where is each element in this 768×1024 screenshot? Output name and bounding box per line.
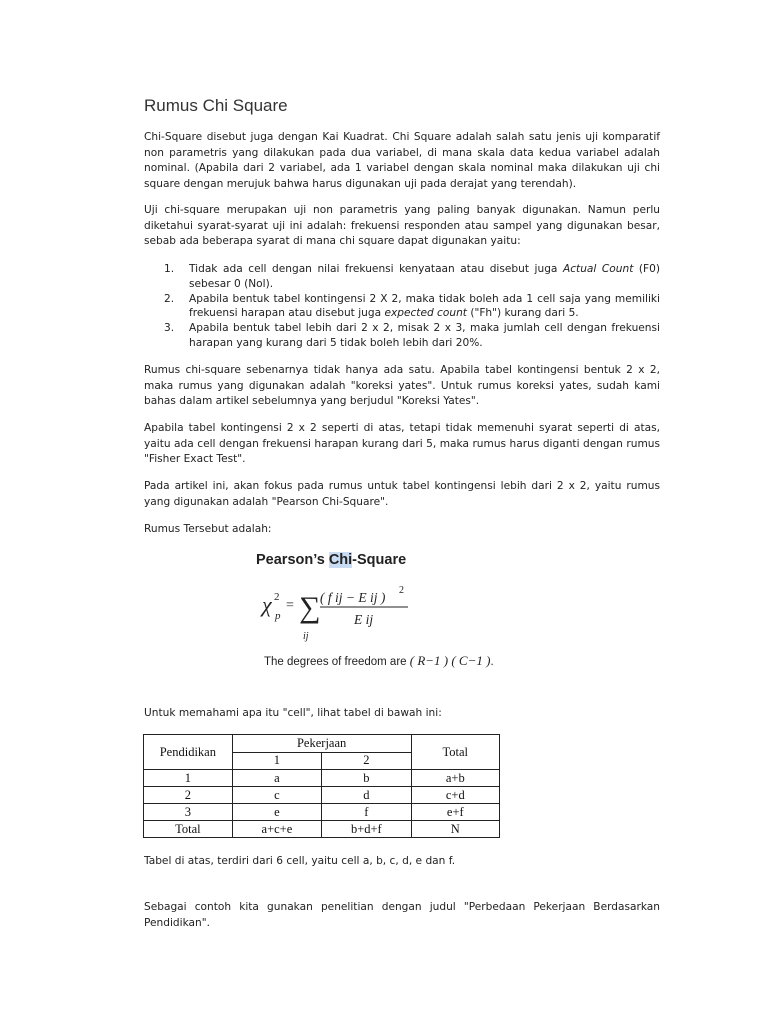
table-cell: c bbox=[232, 787, 321, 804]
degrees-of-freedom: The degrees of freedom are ( R−1 ) ( C−1 ). bbox=[264, 653, 494, 668]
list-item-text: Tidak ada cell dengan nilai frekuensi kenyataan atau disebut juga bbox=[189, 263, 563, 275]
list-item bbox=[144, 262, 660, 291]
table-cell: b bbox=[322, 770, 411, 787]
list-item bbox=[144, 321, 660, 350]
requirements-list bbox=[144, 262, 660, 351]
paragraph-definition: Chi-Square disebut juga dengan Kai Kuadrat. Chi Square adalah salah satu jenis uji komparatif non parametris yang dilakukan pada dua variabel, di mana skala data kedua variabel adalah nominal. (Apabila dari 2 variabel, ada 1 variabel dengan skala nominal maka dilakukan uji chi square dengan merujuk bahwa harus digunakan uji pada derajat yang terendah). bbox=[144, 131, 660, 190]
chi-symbol: χ bbox=[262, 592, 272, 617]
formula-denominator: E ij bbox=[354, 612, 374, 627]
table-cell: a+c+e bbox=[232, 821, 321, 838]
table-header-row bbox=[144, 735, 500, 753]
contingency-table bbox=[143, 734, 500, 838]
highlighted-text: Chi bbox=[328, 552, 353, 568]
subheader-cell: 1 bbox=[232, 752, 321, 770]
table-cell: 2 bbox=[144, 787, 233, 804]
chi-exponent: 2 bbox=[274, 591, 280, 603]
chi-subscript: p bbox=[275, 610, 281, 622]
page-title: Rumus Chi Square bbox=[144, 96, 288, 115]
paragraph-cell-count: Tabel di atas, terdiri dari 6 cell, yaitu cell a, b, c, d, e dan f. bbox=[144, 855, 456, 867]
header-pendidikan: Pendidikan bbox=[144, 735, 233, 770]
equals-sign: = bbox=[286, 598, 294, 613]
list-item bbox=[144, 292, 660, 321]
paragraph-formula-intro: Rumus Tersebut adalah: bbox=[144, 523, 272, 535]
table-cell: e bbox=[232, 804, 321, 821]
table-row bbox=[144, 821, 500, 838]
paragraph-requirements-intro: Uji chi-square merupakan uji non parametris yang paling banyak digunakan. Namun perlu diketahui syarat-syarat uji ini adalah: frekuensi responden atau sampel yang digunakan besar, sebab ada beberapa syarat di mana chi square dapat digunakan yaitu: bbox=[144, 204, 660, 248]
header-total: Total bbox=[411, 735, 499, 770]
table-cell: c+d bbox=[411, 787, 499, 804]
table-row bbox=[144, 787, 500, 804]
list-item-text: ("Fh") kurang dari 5. bbox=[466, 307, 579, 320]
list-item-emphasis: expected count bbox=[384, 307, 467, 320]
numerator-exponent: 2 bbox=[399, 585, 404, 596]
subheader-cell: 2 bbox=[322, 752, 411, 770]
list-item-emphasis: Actual Count bbox=[562, 263, 634, 275]
list-item-number: 1. bbox=[164, 263, 175, 275]
list-item-text: (F0) sebesar 0 (Nol). bbox=[189, 263, 661, 290]
pearson-formula bbox=[256, 552, 576, 672]
table-cell: 1 bbox=[144, 770, 233, 787]
table-row bbox=[144, 804, 500, 821]
formula-equation bbox=[256, 552, 576, 652]
sigma-subscript: ij bbox=[303, 631, 309, 642]
formula-title: Pearson’s Chi-Square bbox=[256, 552, 407, 568]
paragraph-fisher: Apabila tabel kontingensi 2 x 2 seperti di atas, tetapi tidak memenuhi syarat seperti di atas, yaitu ada cell dengan frekuensi harapan kurang dari 5, maka rumus harus diganti dengan rumus "Fisher Exact Test". bbox=[144, 422, 660, 466]
table-cell: a+b bbox=[411, 770, 499, 787]
list-item-text: Apabila bentuk tabel kontingensi 2 X 2, maka tidak boleh ada 1 cell saja yang memiliki frekuensi harapan atau disebut juga bbox=[189, 292, 660, 320]
paragraph-cell-intro: Untuk memahami apa itu "cell", lihat tabel di bawah ini: bbox=[144, 707, 442, 719]
table-row bbox=[144, 770, 500, 787]
paragraph-example: Sebagai contoh kita gunakan penelitian dengan judul "Perbedaan Pekerjaan Berdasarkan Pendidikan". bbox=[144, 901, 660, 929]
list-item-number: 3. bbox=[164, 322, 175, 335]
table-cell: e+f bbox=[411, 804, 499, 821]
list-item-text: Apabila bentuk tabel lebih dari 2 x 2, misak 2 x 3, maka jumlah cell dengan frekuensi harapan yang kurang dari 5 tidak boleh lebih dari 20%. bbox=[189, 322, 660, 349]
paragraph-pearson: Pada artikel ini, akan fokus pada rumus untuk tabel kontingensi lebih dari 2 x 2, yaitu rumus yang digunakan adalah "Pearson Chi-Square". bbox=[144, 480, 660, 508]
table-cell: N bbox=[411, 821, 499, 838]
table-cell: f bbox=[322, 804, 411, 821]
paragraph-yates: Rumus chi-square sebenarnya tidak hanya ada satu. Apabila tabel kontingensi bentuk 2 x 2, maka rumus yang digunakan adalah "koreksi yates". Untuk rumus koreksi yates, sudah kami bahas dalam artikel sebelumnya yang berjudul "Koreksi Yates". bbox=[144, 364, 660, 408]
sigma-icon: ∑ bbox=[299, 591, 321, 624]
table-cell: Total bbox=[144, 821, 233, 838]
table-cell: 3 bbox=[144, 804, 233, 821]
header-pekerjaan: Pekerjaan bbox=[232, 735, 411, 753]
table-cell: b+d+f bbox=[322, 821, 411, 838]
list-item-number: 2. bbox=[164, 292, 175, 305]
table-cell: d bbox=[322, 787, 411, 804]
table-cell: a bbox=[232, 770, 321, 787]
formula-numerator: ( f ij − E ij ) bbox=[320, 590, 386, 605]
